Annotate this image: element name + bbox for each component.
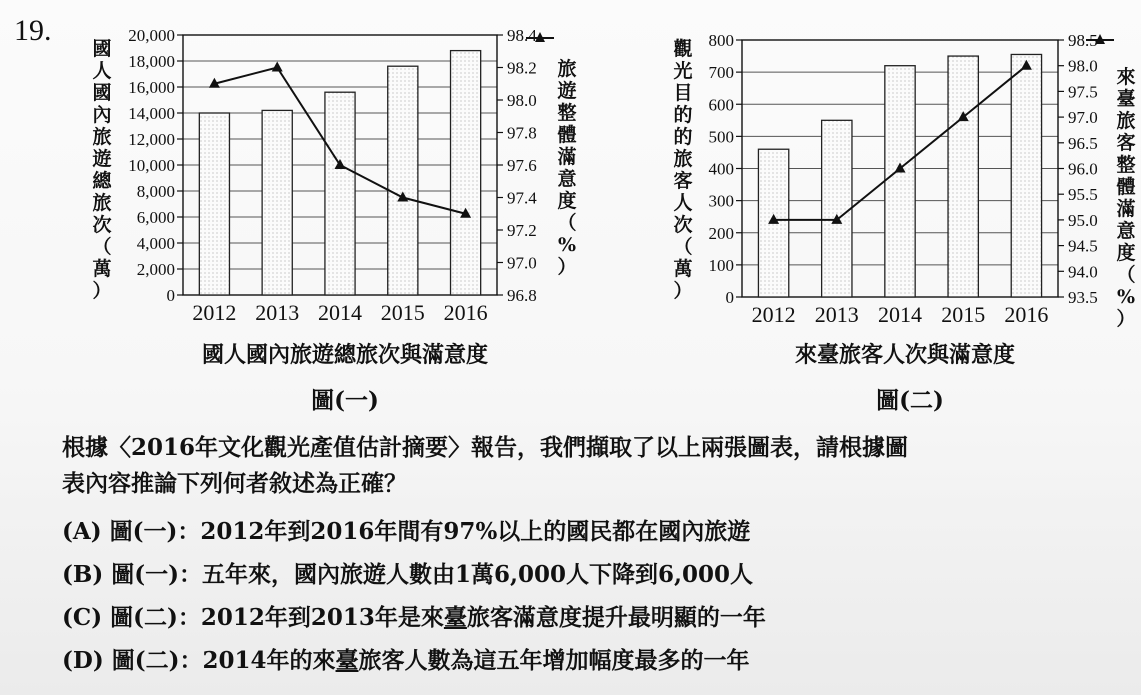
option-a[interactable] [62,513,750,546]
right-tick-label: 97.0 [1068,108,1098,128]
right-tick-label: 95.0 [1068,210,1098,230]
option-text-post: 旅客滿意度提升最明顯的一年 [466,604,766,631]
right-tick-label: 94.5 [1068,236,1098,256]
x-tick-label: 2016 [1004,302,1049,327]
right-tick-label: 98.5 [1068,31,1098,50]
option-label: (C) [62,604,103,631]
option-b[interactable] [62,556,753,589]
x-tick-label: 2012 [192,300,237,325]
option-c[interactable] [62,599,766,632]
right-tick-label: 98.0 [507,91,537,110]
x-tick-label: 2015 [941,302,986,327]
right-tick-label: 97.5 [1068,82,1098,102]
left-tick-label: 300 [708,191,734,211]
right-axis-title: 來臺旅客整體滿意度（%） [1116,66,1136,330]
left-tick-label: 2,000 [136,260,175,279]
right-tick-label: 98.0 [1068,56,1098,76]
bar [199,113,229,295]
option-d[interactable] [62,642,750,675]
left-tick-label: 18,000 [128,52,175,71]
left-tick-label: 100 [708,255,734,275]
right-tick-label: 97.8 [507,123,537,143]
chart-title: 來臺旅客人次與滿意度 [794,342,1016,368]
option-text: 圖(一)：五年來，國內旅遊人數由1萬6,000人下降到6,000人 [111,561,754,588]
right-tick-label: 96.0 [1068,159,1098,179]
option-text-underlined: 臺 [335,647,359,674]
option-text-post: 旅客人數為這五年增加幅度最多的一年 [358,647,750,674]
left-tick-label: 8,000 [136,182,175,201]
right-axis-title: 旅遊整體滿意度（%） [557,58,577,278]
left-tick-label: 200 [708,223,734,243]
question-number: 19. [14,14,52,47]
left-tick-label: 20,000 [128,26,175,45]
left-tick-label: 14,000 [128,104,175,123]
x-tick-label: 2012 [751,302,796,327]
left-tick-label: 800 [708,31,734,50]
bar [822,120,852,297]
option-text-underlined: 臺 [443,604,467,631]
right-tick-label: 93.5 [1068,288,1098,307]
right-tick-label: 96.8 [507,286,537,305]
x-tick-label: 2013 [814,302,859,327]
question-line-2: 表內容推論下列何者敘述為正確？ [62,470,407,497]
left-axis-title: 國人國內旅遊總旅次（萬） [92,38,112,302]
line-marker [272,62,283,72]
left-tick-label: 10,000 [128,156,175,175]
left-tick-label: 0 [166,286,175,305]
right-tick-label: 97.2 [507,221,537,240]
left-tick-label: 500 [708,127,734,147]
bar [262,110,292,295]
option-label: (A) [62,518,102,545]
left-tick-label: 12,000 [128,130,175,149]
right-tick-label: 96.5 [1068,133,1098,153]
left-tick-label: 700 [708,63,734,83]
bar [948,56,978,297]
x-tick-label: 2014 [318,300,362,325]
right-tick-label: 95.5 [1068,185,1098,205]
option-text [112,647,750,674]
left-tick-label: 6,000 [136,208,175,227]
right-tick-label: 97.0 [507,253,537,273]
left-tick-label: 400 [708,159,734,179]
question-line-1: 根據〈2016年文化觀光產值估計摘要〉報告，我們擷取了以上兩張圖表，請根據圖 [62,434,909,461]
right-tick-label: 98.4 [507,26,537,45]
bar [451,51,481,295]
bar [388,66,418,295]
option-text: 圖(一)：2012年到2016年間有97%以上的國民都在國內旅遊 [109,518,751,545]
bar [885,66,915,297]
chart-title: 國人國內旅遊總旅次與滿意度 [201,342,489,368]
right-tick-label: 97.6 [507,156,537,175]
figure-label: 圖(一) [311,387,379,414]
x-tick-label: 2015 [380,300,425,325]
figure-label: 圖(二) [876,387,944,414]
x-tick-label: 2014 [878,302,922,327]
x-tick-label: 2013 [255,300,300,325]
option-text [110,604,766,631]
left-tick-label: 0 [725,288,734,307]
right-tick-label: 98.2 [507,58,537,78]
option-text-pre: 圖(二)：2014年的來 [111,647,336,674]
left-tick-label: 4,000 [136,234,175,253]
option-text-pre: 圖(二)：2012年到2013年是來 [110,604,444,631]
right-tick-label: 97.4 [507,188,537,208]
right-tick-label: 94.0 [1068,262,1098,282]
question-text [62,430,1132,502]
bar [325,92,355,295]
option-label: (D) [62,647,104,674]
option-label: (B) [62,561,104,588]
x-tick-label: 2016 [443,300,488,325]
left-axis-title: 觀光目的的旅客人次（萬） [673,38,693,302]
left-tick-label: 600 [708,95,734,115]
bar [1011,54,1041,297]
left-tick-label: 16,000 [128,78,175,97]
